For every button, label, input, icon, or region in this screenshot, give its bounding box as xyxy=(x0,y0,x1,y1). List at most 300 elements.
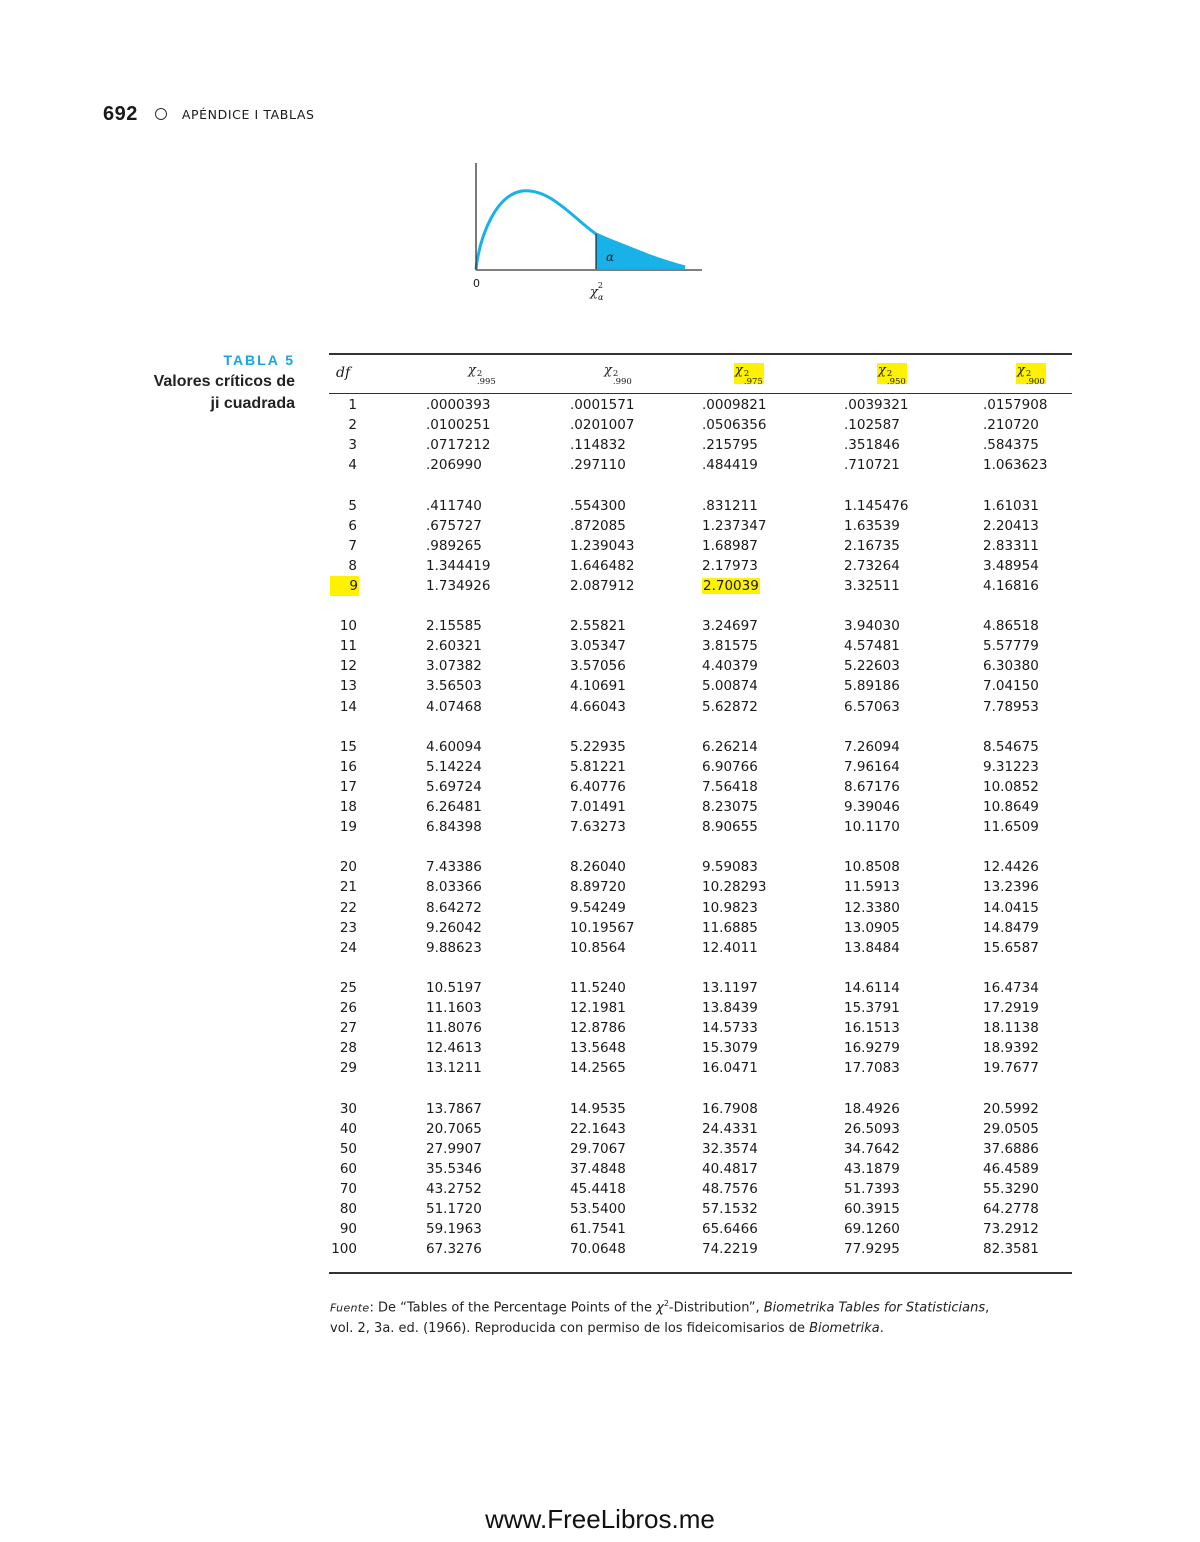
density-curve xyxy=(476,191,685,269)
value-cell: 4.16816 xyxy=(983,577,1039,594)
value-cell: 2.15585 xyxy=(426,618,482,635)
df-cell: 25 xyxy=(339,979,357,996)
chi-header-subscript: .950 xyxy=(886,376,906,387)
chi-header-subscript: .900 xyxy=(1025,376,1045,387)
df-cell: 8 xyxy=(348,557,357,574)
table-row xyxy=(330,516,1070,536)
value-cell: 16.0471 xyxy=(702,1060,758,1077)
value-cell: 11.8076 xyxy=(426,1020,482,1037)
value-cell: 9.26042 xyxy=(426,919,482,936)
value-cell: 77.9295 xyxy=(844,1241,900,1258)
value-cell: 3.94030 xyxy=(844,618,900,635)
table-row xyxy=(330,455,1070,475)
value-cell: 82.3581 xyxy=(983,1241,1039,1258)
value-cell: 10.9823 xyxy=(702,899,758,916)
highlighted-critical-value: 2.70039 xyxy=(703,577,759,594)
df-cell: 3 xyxy=(348,437,357,454)
chi-header-superscript: 2 xyxy=(1025,368,1032,379)
value-cell: 16.7908 xyxy=(702,1100,758,1117)
table-row xyxy=(330,616,1070,636)
source-chi-sup: 2 xyxy=(663,1299,669,1308)
value-cell: 12.3380 xyxy=(844,899,900,916)
df-cell: 9 xyxy=(330,576,359,596)
chi-header-symbol xyxy=(1016,362,1046,387)
table-row xyxy=(330,676,1070,696)
value-cell: 10.5197 xyxy=(426,979,482,996)
source-chi: χ xyxy=(656,1300,664,1316)
value-cell: 9.39046 xyxy=(844,799,900,815)
value-cell: 3.48954 xyxy=(983,557,1039,574)
value-cell: .989265 xyxy=(426,537,482,554)
df-cell: 5 xyxy=(348,497,357,514)
value-cell: .831211 xyxy=(702,497,758,514)
value-cell: 5.00874 xyxy=(702,678,758,695)
df-cell: 20 xyxy=(339,859,357,876)
value-cell: 64.2778 xyxy=(983,1201,1039,1217)
value-cell: 8.26040 xyxy=(570,859,626,876)
value-cell: 14.6114 xyxy=(844,979,900,996)
chi-header-indices xyxy=(613,370,632,386)
value-cell: 10.0852 xyxy=(983,778,1039,795)
value-cell: 1.63539 xyxy=(844,517,900,534)
value-cell: 12.8786 xyxy=(570,1020,626,1037)
df-cell: 21 xyxy=(339,879,357,896)
table-row xyxy=(330,1179,1070,1199)
value-cell: 5.22603 xyxy=(844,658,900,675)
value-cell: 7.78953 xyxy=(983,698,1039,715)
value-cell: 51.1720 xyxy=(426,1201,482,1217)
value-cell: 5.57779 xyxy=(983,638,1039,655)
value-cell: 12.4011 xyxy=(702,939,758,956)
value-cell: 8.03366 xyxy=(426,879,482,896)
value-cell: 53.5400 xyxy=(570,1201,626,1217)
value-cell: 16.9279 xyxy=(844,1040,900,1057)
value-cell xyxy=(702,576,802,596)
value-cell: 48.7576 xyxy=(702,1180,758,1197)
chi-symbol: χ xyxy=(604,362,612,378)
df-cell: 13 xyxy=(339,678,357,695)
source-text-c: , xyxy=(985,1300,990,1316)
value-cell: 11.6509 xyxy=(983,819,1039,836)
value-cell: 9.54249 xyxy=(570,899,626,916)
chi-column-header xyxy=(1016,362,1046,387)
source-book-title: Biometrika Tables for Statisticians xyxy=(763,1300,986,1316)
chi-header-symbol xyxy=(468,362,496,387)
value-cell: 43.1879 xyxy=(844,1160,900,1177)
chi-column-header xyxy=(734,362,764,387)
value-cell: 4.10691 xyxy=(570,678,626,695)
value-cell: .0100251 xyxy=(426,417,491,434)
df-cell: 19 xyxy=(339,819,357,836)
value-cell: 7.04150 xyxy=(983,678,1039,695)
source-text-b: -Distribution”, xyxy=(668,1300,764,1316)
chi-header-indices xyxy=(744,370,763,386)
value-cell: 26.5093 xyxy=(844,1120,900,1137)
table-row xyxy=(330,998,1070,1018)
value-cell: 9.88623 xyxy=(426,939,482,956)
value-cell: 1.237347 xyxy=(702,517,767,534)
value-cell: 19.7677 xyxy=(983,1060,1039,1077)
chi-symbol: χ xyxy=(735,362,743,378)
table-row xyxy=(330,1239,1070,1259)
value-cell: 43.2752 xyxy=(426,1180,482,1197)
table-row xyxy=(330,1099,1070,1119)
table-row xyxy=(330,978,1070,998)
chi-symbol: χ xyxy=(468,362,476,378)
df-cell: 4 xyxy=(348,457,357,474)
value-cell: .0000393 xyxy=(426,397,491,413)
value-cell: 20.7065 xyxy=(426,1120,482,1137)
chi-symbol: χ xyxy=(1017,362,1025,378)
df-cell: 15 xyxy=(339,738,357,755)
page-header xyxy=(103,100,315,128)
source-label: Fuente xyxy=(330,1301,370,1315)
value-cell: 5.14224 xyxy=(426,758,482,775)
value-cell: 40.4817 xyxy=(702,1160,758,1177)
table-title-line-1: Valores críticos de xyxy=(153,373,295,390)
value-cell: 4.66043 xyxy=(570,698,626,715)
df-cell: 90 xyxy=(339,1221,357,1238)
value-cell: 1.063623 xyxy=(983,457,1048,474)
page-number: 692 xyxy=(103,102,138,125)
value-cell: 55.3290 xyxy=(983,1180,1039,1197)
value-cell: 4.60094 xyxy=(426,738,482,755)
table-row xyxy=(330,435,1070,455)
value-cell: 73.2912 xyxy=(983,1221,1039,1238)
table-bottom-rule xyxy=(329,1272,1072,1274)
value-cell: 3.24697 xyxy=(702,618,758,635)
value-cell: 13.0905 xyxy=(844,919,900,936)
df-cell: 60 xyxy=(339,1160,357,1177)
footer-url[interactable]: www.FreeLibros.me xyxy=(485,1504,715,1534)
chi-header-indices xyxy=(1026,370,1045,386)
df-cell: 22 xyxy=(339,899,357,916)
value-cell: 11.5240 xyxy=(570,979,626,996)
source-publisher: Biometrika xyxy=(809,1321,880,1337)
df-cell: 50 xyxy=(339,1140,357,1157)
value-cell: .675727 xyxy=(426,517,482,534)
value-cell: 12.4613 xyxy=(426,1040,482,1057)
table-row xyxy=(330,536,1070,556)
table-row xyxy=(330,496,1070,516)
df-cell: 7 xyxy=(348,537,357,554)
value-cell: .0201007 xyxy=(570,417,635,434)
value-cell: 5.62872 xyxy=(702,698,758,715)
chi-superscript: 2 xyxy=(597,281,603,290)
value-cell: .0009821 xyxy=(702,397,767,413)
chi-header-subscript: .990 xyxy=(612,376,632,387)
value-cell: 18.1138 xyxy=(983,1020,1039,1037)
value-cell: 10.28293 xyxy=(702,879,767,896)
df-cell: 27 xyxy=(339,1020,357,1037)
value-cell: 9.31223 xyxy=(983,758,1039,775)
value-cell: 2.55821 xyxy=(570,618,626,635)
table-row xyxy=(330,1139,1070,1159)
value-cell: 11.5913 xyxy=(844,879,900,896)
value-cell: 4.86518 xyxy=(983,618,1039,635)
df-cell: 18 xyxy=(339,799,357,815)
value-cell: 13.1211 xyxy=(426,1060,482,1077)
value-cell: 8.64272 xyxy=(426,899,482,916)
df-cell: 26 xyxy=(339,1000,357,1016)
value-cell: 13.7867 xyxy=(426,1100,482,1117)
value-cell: .554300 xyxy=(570,497,626,514)
value-cell: 13.1197 xyxy=(702,979,758,996)
chi-header-symbol xyxy=(604,362,632,387)
table-row xyxy=(330,918,1070,938)
chi-square-density-figure xyxy=(460,155,720,305)
value-cell: 13.8484 xyxy=(844,939,900,956)
table-row xyxy=(330,777,1070,797)
df-cell: 11 xyxy=(339,638,357,655)
value-cell: 6.84398 xyxy=(426,819,482,836)
table-row xyxy=(330,656,1070,676)
value-cell: 6.90766 xyxy=(702,758,758,775)
table-row xyxy=(330,395,1070,415)
value-cell: 20.5992 xyxy=(983,1100,1039,1117)
value-cell: 1.646482 xyxy=(570,557,635,574)
value-cell: 69.1260 xyxy=(844,1221,900,1238)
value-cell: 8.90655 xyxy=(702,819,758,836)
value-cell: 34.7642 xyxy=(844,1140,900,1157)
value-cell: 24.4331 xyxy=(702,1120,758,1137)
value-cell: 15.3079 xyxy=(702,1040,758,1057)
table-row xyxy=(330,1159,1070,1179)
value-cell: 29.0505 xyxy=(983,1120,1039,1137)
df-cell: 14 xyxy=(339,698,357,715)
chi-column-header xyxy=(468,362,496,387)
df-cell: 23 xyxy=(339,919,357,936)
value-cell: 12.4426 xyxy=(983,859,1039,876)
chi-header-superscript: 2 xyxy=(743,368,750,379)
value-cell: 6.40776 xyxy=(570,778,626,795)
value-cell: 17.2919 xyxy=(983,1000,1039,1016)
value-cell: 1.239043 xyxy=(570,537,635,554)
value-cell: 5.81221 xyxy=(570,758,626,775)
value-cell: 7.43386 xyxy=(426,859,482,876)
table-row xyxy=(330,877,1070,897)
value-cell: 15.6587 xyxy=(983,939,1039,956)
value-cell: 51.7393 xyxy=(844,1180,900,1197)
value-cell: 59.1963 xyxy=(426,1221,482,1238)
value-cell: 3.56503 xyxy=(426,678,482,695)
table-row xyxy=(330,1038,1070,1058)
source-text-e: . xyxy=(879,1321,884,1337)
table-label: TABLA 5 xyxy=(223,352,295,368)
table-row xyxy=(330,1018,1070,1038)
value-cell: 14.8479 xyxy=(983,919,1039,936)
value-cell: 35.5346 xyxy=(426,1160,482,1177)
table-row xyxy=(330,556,1070,576)
table-row xyxy=(330,1119,1070,1139)
table-row xyxy=(330,636,1070,656)
df-cell: 12 xyxy=(339,658,357,675)
value-cell: .710721 xyxy=(844,457,900,474)
alpha-label: α xyxy=(606,250,615,264)
table-row xyxy=(330,576,1070,596)
value-cell: 9.59083 xyxy=(702,859,758,876)
value-cell: .206990 xyxy=(426,457,482,474)
table-header-rule xyxy=(329,393,1072,394)
table-row xyxy=(330,737,1070,757)
chi-header-superscript: 2 xyxy=(886,368,893,379)
value-cell: 8.89720 xyxy=(570,879,626,896)
value-cell: 16.1513 xyxy=(844,1020,900,1037)
value-cell: 1.145476 xyxy=(844,497,909,514)
df-cell: 100 xyxy=(331,1241,357,1258)
value-cell: .215795 xyxy=(702,437,758,454)
chi-header-subscript: .995 xyxy=(476,376,496,387)
value-cell: 32.3574 xyxy=(702,1140,758,1157)
value-cell: 13.2396 xyxy=(983,879,1039,896)
value-cell: .872085 xyxy=(570,517,626,534)
value-cell: 65.6466 xyxy=(702,1221,758,1238)
value-cell: .0506356 xyxy=(702,417,767,434)
chi-column-header xyxy=(604,362,632,387)
chi-header-symbol xyxy=(877,362,907,387)
circle-bullet-icon xyxy=(155,108,167,120)
value-cell: 10.8508 xyxy=(844,859,900,876)
source-text-a: : De “Tables of the Percentage Points of the xyxy=(369,1300,657,1316)
df-cell: 40 xyxy=(339,1120,357,1137)
table-row xyxy=(330,1199,1070,1219)
df-cell: 17 xyxy=(339,778,357,795)
value-cell: 7.96164 xyxy=(844,758,900,775)
value-cell: 4.40379 xyxy=(702,658,758,675)
value-cell: 18.4926 xyxy=(844,1100,900,1117)
value-cell: 12.1981 xyxy=(570,1000,626,1016)
value-cell: 61.7541 xyxy=(570,1221,626,1238)
chi-alpha-label xyxy=(589,281,604,302)
value-cell: 3.57056 xyxy=(570,658,626,675)
value-cell: 1.344419 xyxy=(426,557,491,574)
value-cell: 7.01491 xyxy=(570,799,626,815)
value-cell: .297110 xyxy=(570,457,626,474)
value-cell: 11.6885 xyxy=(702,919,758,936)
table-row xyxy=(330,415,1070,435)
value-cell: .102587 xyxy=(844,417,900,434)
value-cell: 2.73264 xyxy=(844,557,900,574)
value-cell: 2.087912 xyxy=(570,577,635,594)
value-cell: 5.89186 xyxy=(844,678,900,695)
df-cell: 28 xyxy=(339,1040,357,1057)
df-cell: 80 xyxy=(339,1201,357,1217)
value-cell: .411740 xyxy=(426,497,482,514)
table-top-rule xyxy=(329,353,1072,355)
value-cell: 10.1170 xyxy=(844,819,900,836)
chi-column-header xyxy=(877,362,907,387)
df-cell: 30 xyxy=(339,1100,357,1117)
table-row xyxy=(330,938,1070,958)
table-caption xyxy=(35,352,295,415)
value-cell: 8.23075 xyxy=(702,799,758,815)
value-cell: .584375 xyxy=(983,437,1039,454)
chi-header-indices xyxy=(477,370,496,386)
chi-header-subscript: .975 xyxy=(743,376,763,387)
value-cell: 22.1643 xyxy=(570,1120,626,1137)
value-cell: 8.67176 xyxy=(844,778,900,795)
value-cell: 3.81575 xyxy=(702,638,758,655)
value-cell: 5.69724 xyxy=(426,778,482,795)
value-cell: 70.0648 xyxy=(570,1241,626,1258)
value-cell: 45.4418 xyxy=(570,1180,626,1197)
df-column-header: df xyxy=(336,365,351,381)
value-cell: 1.61031 xyxy=(983,497,1039,514)
value-cell: 8.54675 xyxy=(983,738,1039,755)
source-line-1 xyxy=(330,1293,1090,1318)
table-row xyxy=(330,898,1070,918)
df-cell: 29 xyxy=(339,1060,357,1077)
df-cell: 10 xyxy=(339,618,357,635)
value-cell: 10.8649 xyxy=(983,799,1039,815)
section-title: APÉNDICE I TABLAS xyxy=(181,106,315,122)
value-cell: 60.3915 xyxy=(844,1201,900,1217)
chi-header-superscript: 2 xyxy=(476,368,483,379)
value-cell: 6.26481 xyxy=(426,799,482,815)
chi-symbol: χ xyxy=(878,362,886,378)
value-cell: 6.57063 xyxy=(844,698,900,715)
value-cell: 5.22935 xyxy=(570,738,626,755)
value-cell: 13.8439 xyxy=(702,1000,758,1016)
value-cell: 29.7067 xyxy=(570,1140,626,1157)
table-row xyxy=(330,857,1070,877)
value-cell: 2.20413 xyxy=(983,517,1039,534)
value-cell: 6.30380 xyxy=(983,658,1039,675)
value-cell: .0717212 xyxy=(426,437,491,454)
df-cell: 70 xyxy=(339,1180,357,1197)
df-cell: 24 xyxy=(339,939,357,956)
table-row xyxy=(330,757,1070,777)
value-cell: 14.2565 xyxy=(570,1060,626,1077)
value-cell: 14.9535 xyxy=(570,1100,626,1117)
value-cell: 7.63273 xyxy=(570,819,626,836)
chi-subscript: α xyxy=(597,293,604,302)
table-row xyxy=(330,1058,1070,1078)
value-cell: 17.7083 xyxy=(844,1060,900,1077)
value-cell: 3.05347 xyxy=(570,638,626,655)
value-cell: 3.07382 xyxy=(426,658,482,675)
chi-header-superscript: 2 xyxy=(612,368,619,379)
value-cell: 7.26094 xyxy=(844,738,900,755)
value-cell: 37.6886 xyxy=(983,1140,1039,1157)
value-cell: 14.0415 xyxy=(983,899,1039,916)
value-cell: 16.4734 xyxy=(983,979,1039,996)
value-cell: 67.3276 xyxy=(426,1241,482,1258)
value-cell: .484419 xyxy=(702,457,758,474)
value-cell: .0039321 xyxy=(844,397,909,413)
value-cell: 4.07468 xyxy=(426,698,482,715)
value-cell: 7.56418 xyxy=(702,778,758,795)
value-cell: 2.60321 xyxy=(426,638,482,655)
value-cell: 14.5733 xyxy=(702,1020,758,1037)
value-cell: 11.1603 xyxy=(426,1000,482,1016)
source-text-d: vol. 2, 3a. ed. (1966). Reproducida con permiso de los fideicomisarios de xyxy=(330,1321,810,1337)
table-row xyxy=(330,797,1070,817)
value-cell: .351846 xyxy=(844,437,900,454)
value-cell: 46.4589 xyxy=(983,1160,1039,1177)
value-cell: 2.16735 xyxy=(844,537,900,554)
table-row xyxy=(330,817,1070,837)
value-cell: .114832 xyxy=(570,437,626,454)
chi-header-indices xyxy=(887,370,906,386)
value-cell: 15.3791 xyxy=(844,1000,900,1016)
value-cell: 57.1532 xyxy=(702,1201,758,1217)
source-note xyxy=(330,1293,1090,1339)
value-cell: .0001571 xyxy=(570,397,635,413)
value-cell: .0157908 xyxy=(983,397,1048,413)
value-cell: 18.9392 xyxy=(983,1040,1039,1057)
df-cell: 6 xyxy=(348,517,357,534)
